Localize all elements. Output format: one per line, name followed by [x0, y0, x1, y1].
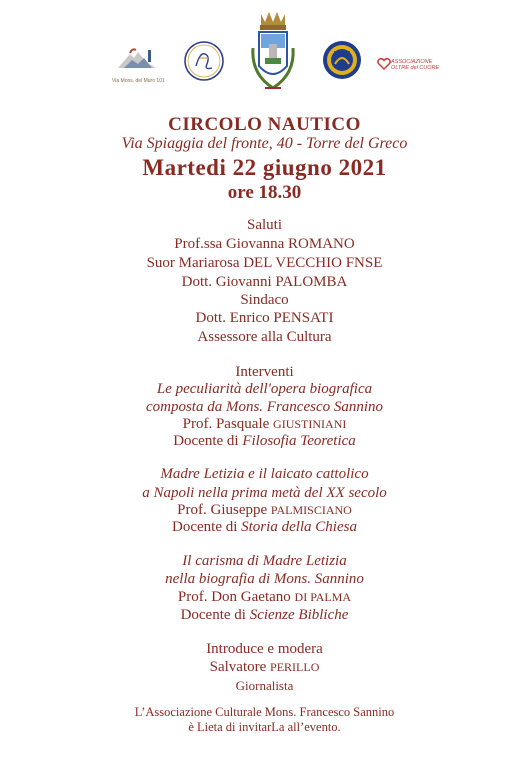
talk-2-speaker-name: Prof. Giuseppe [177, 502, 268, 518]
moderator-first-name: Salvatore [209, 659, 267, 675]
moderator-name [0, 659, 529, 676]
crest-icon [243, 8, 303, 98]
talk-3-speaker-name: Prof. Don Gaetano [177, 589, 291, 605]
saluti-speaker-1: Prof.ssa Giovanna ROMANO [174, 236, 355, 252]
event-time: ore 18.30 [227, 182, 302, 203]
event-date: Martedi 22 giugno 2021 [142, 155, 387, 180]
volcano-logo [112, 44, 164, 84]
talk-3-title-line-2: nella biografia di Mons. Sannino [165, 571, 364, 587]
saluti-speaker-3-role: Sindaco [240, 292, 289, 308]
venue-address: Via Spiaggia del fronte, 40 - Torre del Greco [121, 135, 408, 152]
lions-text: LIONS [333, 51, 351, 57]
talk-3-title-line-1: Il carisma di Madre Letizia [182, 553, 347, 569]
left-logo-caption: Via Mons. del Muro 101 [112, 78, 165, 84]
association-logo-text: ASSOCIAZIONE OLTRE del CUORE [391, 59, 440, 71]
talk-1-speaker-name: Prof. Pasquale [182, 416, 270, 432]
talk-2-subject: Storia della Chiesa [241, 519, 357, 535]
talk-3-subject: Scienze Bibliche [249, 607, 349, 623]
talk-2-title-line-1: Madre Letizia e il laicato cattolico [160, 466, 369, 482]
logos-row [0, 8, 529, 98]
talk-2-title-line-2: a Napoli nella prima metà del XX secolo [142, 485, 387, 501]
venue-title: CIRCOLO NAUTICO [168, 114, 361, 135]
talk-3-role-prefix: Docente di [180, 607, 246, 623]
saluti-speaker-3: Dott. Giovanni PALOMBA [181, 274, 348, 290]
talk-1-role [0, 433, 529, 450]
association-logo [377, 53, 447, 77]
talk-1-speaker-surname: GIUSTINIANI [273, 417, 347, 431]
saluti-speaker-4: Dott. Enrico PENSATI [195, 310, 334, 326]
talk-2-role [0, 519, 529, 536]
moderator-heading: Introduce e modera [206, 641, 323, 657]
moderator-surname: PERILLO [270, 660, 320, 674]
city-crest [243, 8, 303, 98]
interventi-heading: Interventi [235, 364, 294, 380]
footer-line-1: L’Associazione Culturale Mons. Francesco Sannino [134, 705, 395, 719]
saluti-speaker-2: Suor Mariarosa DEL VECCHIO FNSE [146, 255, 383, 271]
saluti-speaker-4-role: Assessore alla Cultura [197, 329, 332, 345]
talk-3-role [0, 607, 529, 624]
talk-1-role-prefix: Docente di [173, 433, 239, 449]
talk-3-speaker-surname: DI PALMA [294, 590, 352, 604]
talk-1-title-line-1: Le peculiarità dell'opera biografica [156, 381, 373, 397]
talk-2-speaker [0, 502, 529, 519]
lions-icon [321, 38, 363, 82]
talk-1-subject: Filosofia Teoretica [242, 433, 356, 449]
sannino-emblem-icon [183, 40, 225, 82]
lions-logo [321, 38, 363, 82]
saluti-heading: Saluti [246, 217, 282, 233]
volcano-icon [112, 44, 164, 74]
circle-logo [183, 40, 225, 82]
moderator-role: Giornalista [235, 678, 294, 693]
talk-3-speaker [0, 589, 529, 606]
heart-icon [377, 57, 391, 71]
talk-2-speaker-surname: PALMISCIANO [270, 503, 352, 517]
footer-line-2: è Lieta di invitarLa all’evento. [188, 720, 341, 734]
talk-2-role-prefix: Docente di [172, 519, 238, 535]
talk-1-title-line-2: composta da Mons. Francesco Sannino [145, 399, 384, 415]
talk-1-speaker [0, 416, 529, 433]
